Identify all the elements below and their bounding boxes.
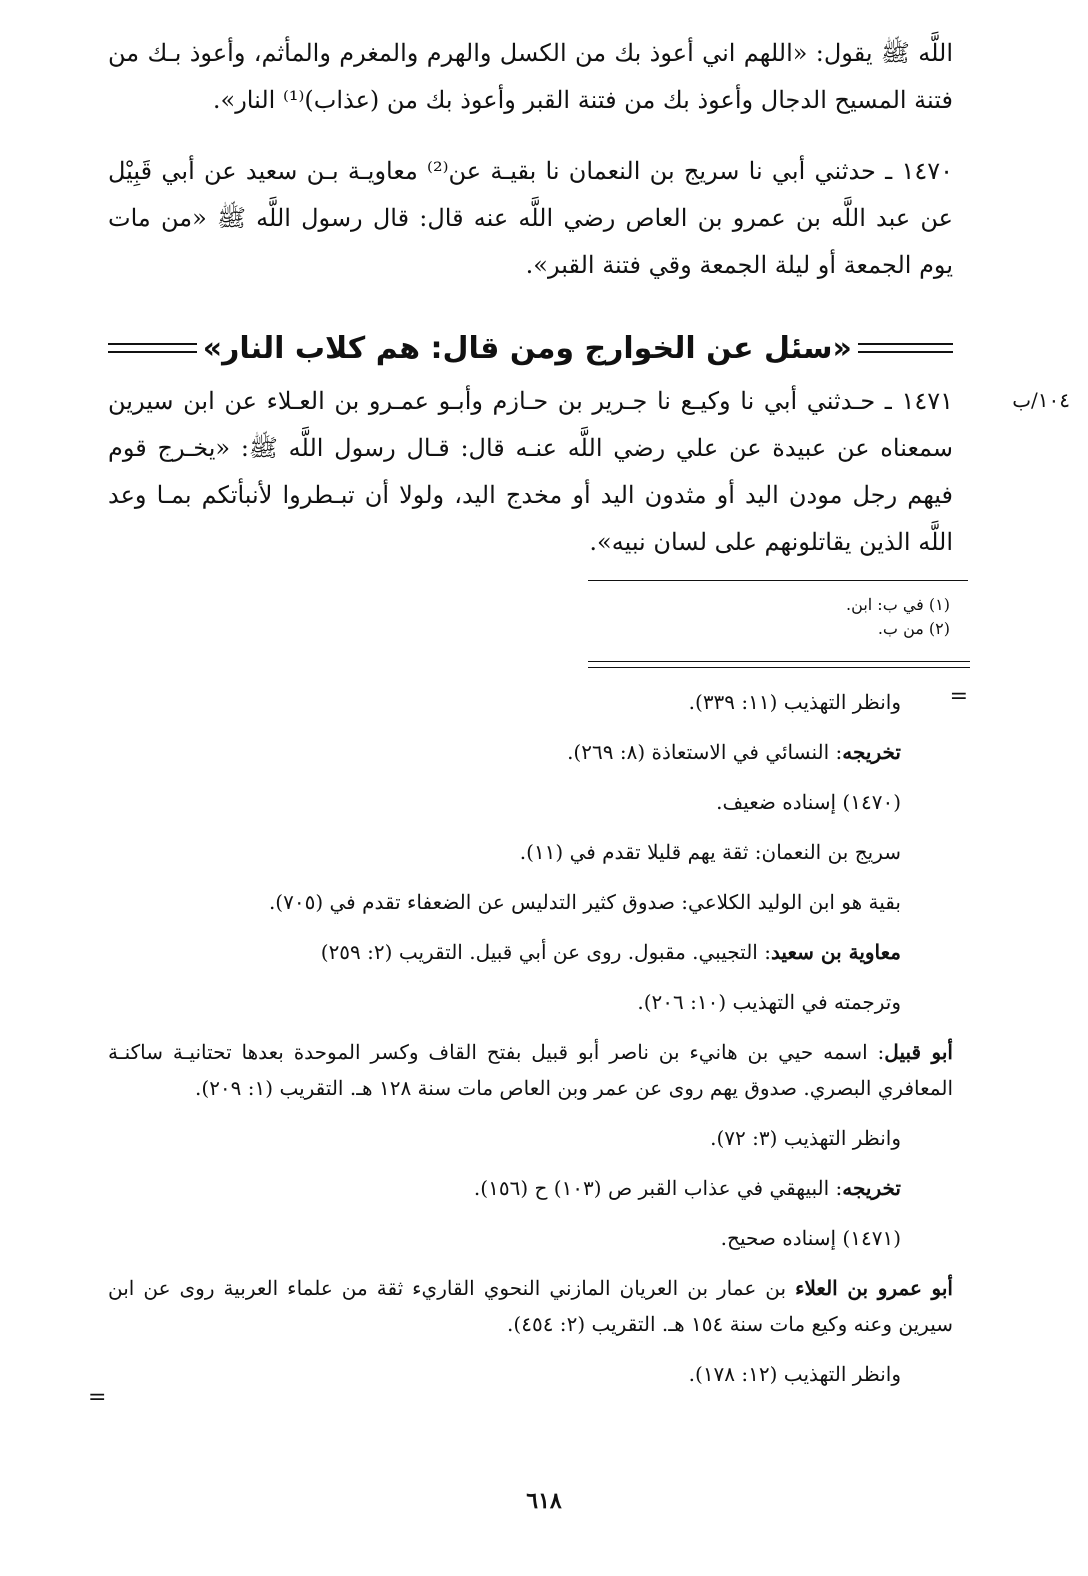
manuscript-folio-ref: ١٠٤/ب: [1012, 388, 1070, 412]
note-label: أبو قبيل: [884, 1040, 953, 1064]
hadith-paragraph-1470: ١٤٧٠ ـ حدثني أبي نا سريج بن النعمان نا بقيـة عن⁽²⁾ معاويـة بـن سعيد عن أبي قَبِيْل عن عبد اللَّه بن عمرو بن العاص رضي اللَّه عنه قال: قال رسول اللَّه ﷺ «من مات يوم الجمعة أو ليلة الجمعة وقي فتنة القبر».: [108, 157, 953, 279]
note-line: [108, 734, 953, 770]
note-line: سريج بن النعمان: ثقة يهم قليلا تقدم في (١١).: [519, 840, 901, 864]
note-line: (١٤٧١) إسناده صحيح.: [720, 1226, 901, 1250]
note-text: بن عمار بن العريان المازني النحوي القاريء ثقة من علماء العربية روى عن ابن سيرين وعنه وكيع مات سنة ١٥٤ هـ. التقريب (٢: ٤٥٤).: [108, 1276, 953, 1336]
note-label: تخريجه: [842, 1176, 901, 1200]
note-label: معاوية بن سعيد: [770, 940, 901, 964]
note-label: تخريجه: [842, 740, 901, 764]
hadith-paragraph-end-1469: اللَّه ﷺ يقول: «اللهم اني أعوذ بك من الكسل والهرم والمغرم والمأثم، وأعوذ بـك من فتنة المسيح الدجال وأعوذ بك من فتنة القبر وأعوذ بك من (عذاب)⁽¹⁾ النار».: [108, 39, 953, 114]
note-block: [108, 1270, 953, 1342]
continuation-mark-top: =: [949, 684, 968, 709]
note-line: وانظر التهذيب (١١: ٣٣٩).: [688, 690, 901, 714]
note-text: : اسمه حيي بن هانيء بن ناصر أبو قبيل بفتح القاف وكسر الموحدة بعدها تحتانيـة ساكنـة المعافري البصري. صدوق يهم روى عن عمر وبن العاص مات سنة ١٢٨ هـ. التقريب (١: ٢٠٩).: [108, 1040, 953, 1100]
note-line: (١٤٧٠) إسناده ضعيف.: [716, 790, 901, 814]
note-block: [108, 1034, 953, 1106]
note-line: وترجمته في التهذيب (١٠: ٢٠٦).: [637, 990, 901, 1014]
note-line: [108, 934, 953, 970]
note-line: بقية هو ابن الوليد الكلاعي: صدوق كثير التدليس عن الضعفاء تقدم في (٧٠٥).: [268, 890, 901, 914]
heading-rule-left: [108, 343, 197, 353]
note-line: وانظر التهذيب (٣: ٧٢).: [710, 1126, 901, 1150]
section-heading: [108, 318, 953, 378]
notes-double-rule: [588, 661, 970, 668]
footnote-rule: [588, 580, 968, 581]
footnotes: [846, 593, 950, 641]
note-text: : البيهقي في عذاب القبر ص (١٠٣) ح (١٥٦).: [473, 1176, 843, 1200]
note-text: : التجيبي. مقبول. روى عن أبي قبيل. التقريب (٢: ٢٥٩): [320, 940, 771, 964]
footnote-2: (٢) من ب.: [877, 619, 950, 638]
page-number: ٦١٨: [526, 1488, 562, 1514]
section-heading-text: «سئل عن الخوارج ومن قال: هم كلاب النار»: [202, 330, 852, 366]
footnote-1: (١) في ب: ابن.: [846, 595, 950, 614]
note-line: [108, 1170, 953, 1206]
continuation-mark-bottom: =: [88, 1385, 107, 1410]
hadith-paragraph-1471: ١٤٧١ ـ حـدثني أبي نا وكيـع نا جـرير بن حـازم وأبـو عمـرو بن العـلاء عن ابن سيرين سمعناه عن عبيدة عن علي رضي اللَّه عنـه قال: قـال رسول اللَّه ﷺ: «يخـرج قوم فيهم رجل مودن اليد أو مثدون اليد أو مخدج اليد، ولولا أن تبـطروا لأنبأتكم بمـا وعد اللَّه الذين يقاتلونهم على لسان نبيه».: [108, 387, 953, 556]
note-text: : النسائي في الاستعاذة (٨: ٢٦٩).: [567, 740, 843, 764]
heading-rule-right: [858, 343, 953, 353]
commentary-notes: [108, 684, 953, 1392]
note-label: أبو عمرو بن العلاء: [795, 1276, 953, 1300]
note-line: وانظر التهذيب (١٢: ١٧٨).: [688, 1362, 901, 1386]
